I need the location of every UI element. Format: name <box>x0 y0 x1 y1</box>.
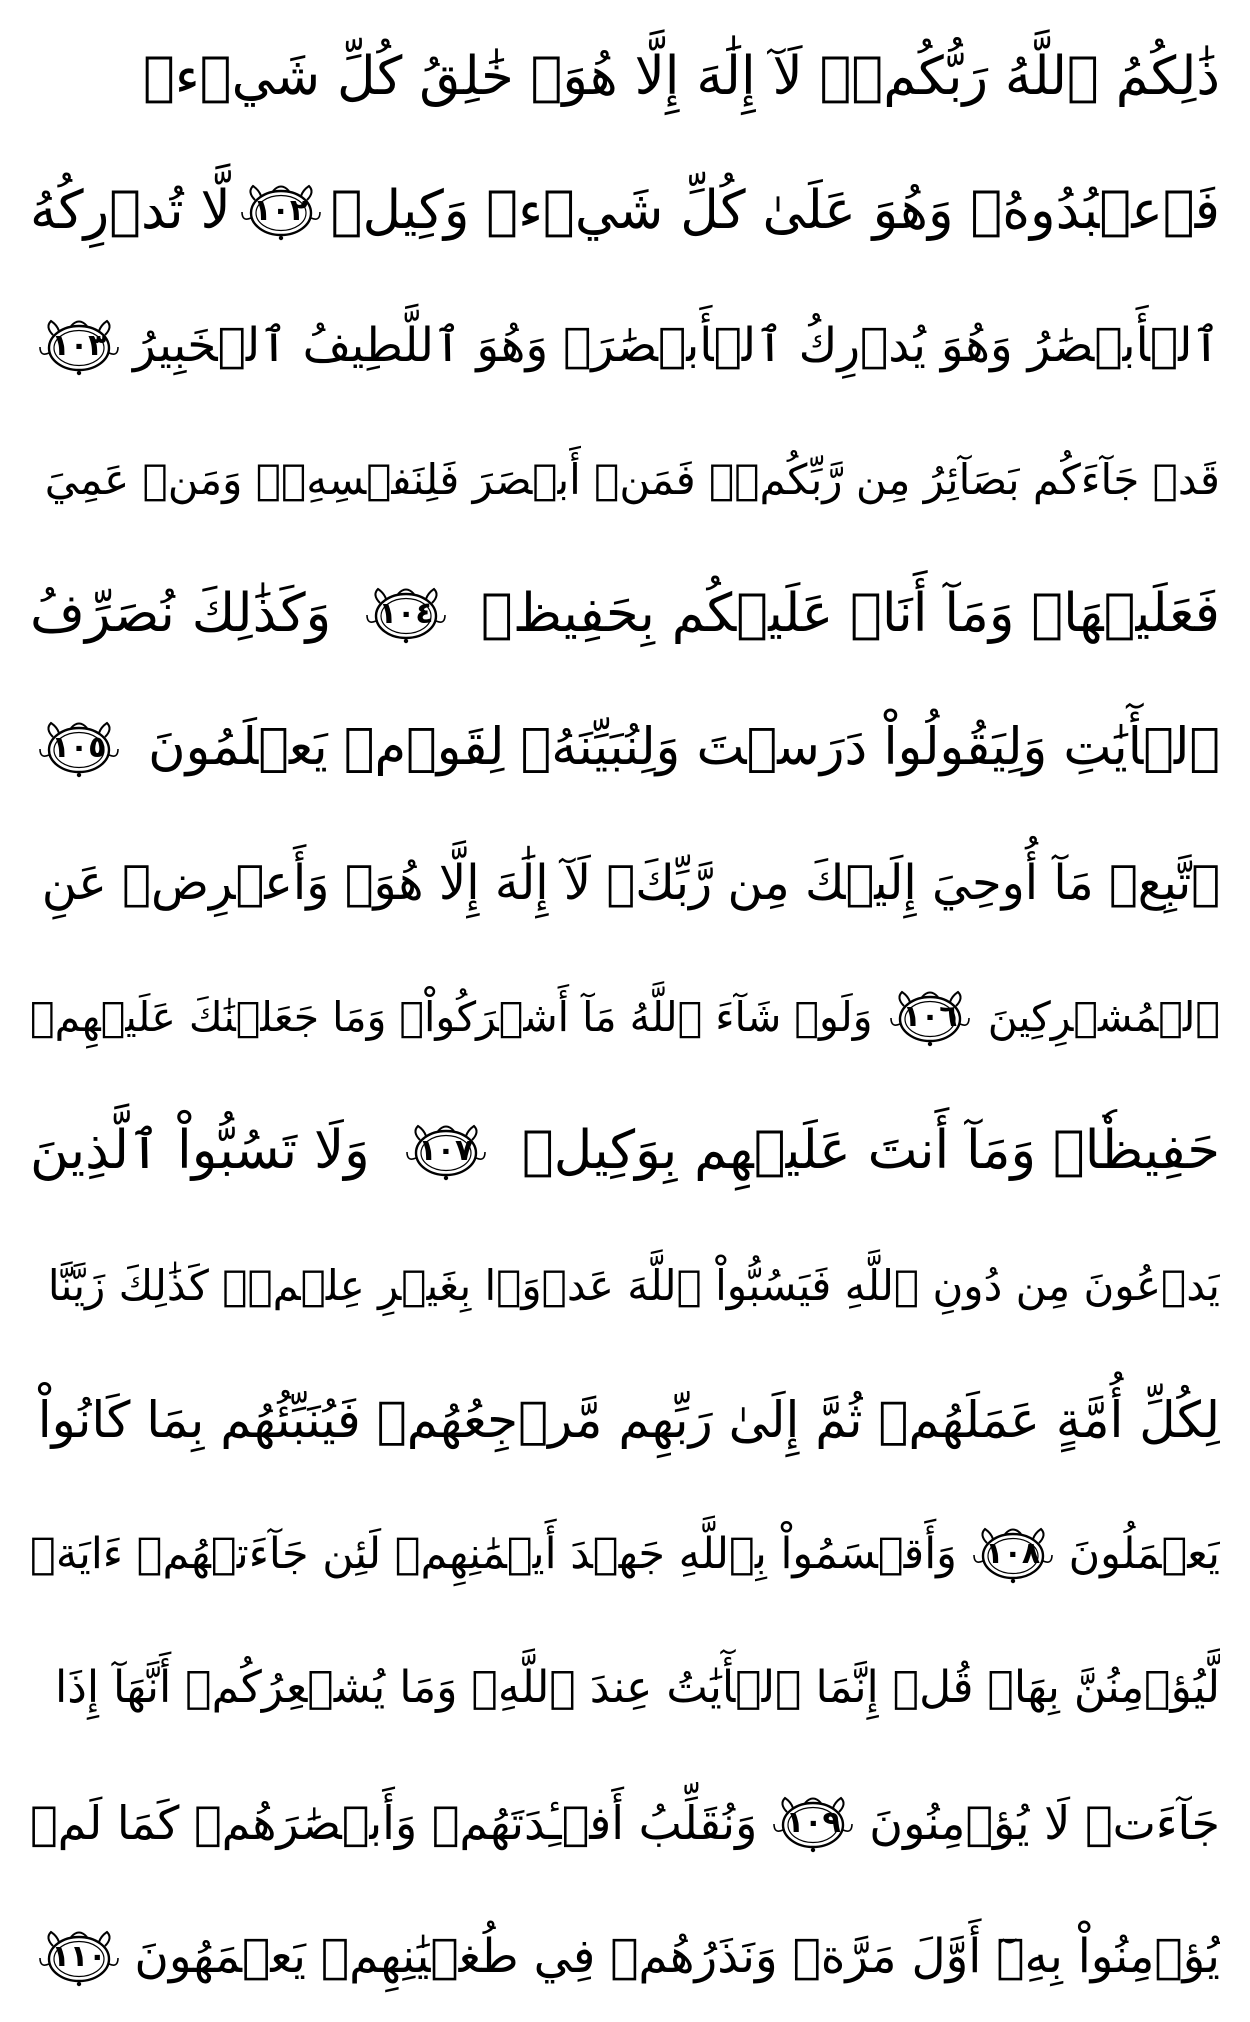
mushaf-line <box>30 559 1220 669</box>
mushaf-line <box>30 156 1220 266</box>
mushaf-line <box>30 962 1220 1072</box>
verse-text: لَّا تُدۡرِكُهُ <box>30 180 231 242</box>
ayah-number: ١٠٤ <box>378 596 434 632</box>
mushaf-line <box>30 1096 1220 1206</box>
verse-text: ٱلۡأَبۡصَٰرُ وَهُوَ يُدۡرِكُ ٱلۡأَبۡصَٰرَۖ وَهُوَ ٱللَّطِيفُ ٱلۡخَبِيرُ <box>133 317 1220 373</box>
verse-text: ٱلۡمُشۡرِكِينَ <box>987 992 1220 1041</box>
verse-text: يَدۡعُونَ مِن دُونِ ٱللَّهِ فَيَسُبُّواْ ٱللَّهَ عَدۡوَۢا بِغَيۡرِ عِلۡمٖۗ كَذَٰلِكَ زَيَّنَّا <box>47 1260 1220 1310</box>
ayah-number-marker <box>363 583 449 645</box>
ayah-number-marker <box>36 315 122 377</box>
ayah-number-marker <box>36 1926 122 1988</box>
verse-text: وَكَذَٰلِكَ نُصَرِّفُ <box>30 583 332 645</box>
ayah-number-marker <box>770 1792 856 1854</box>
mushaf-line <box>30 1365 1220 1475</box>
ayah-number: ١٠٢ <box>253 193 309 229</box>
verse-text: وَأَقۡسَمُواْ بِٱللَّهِ جَهۡدَ أَيۡمَٰنِهِمۡ لَئِن جَآءَتۡهُمۡ ءَايَةٞ <box>30 1529 957 1580</box>
verse-text: وَنُقَلِّبُ أَفۡـِٔدَتَهُمۡ وَأَبۡصَٰرَهُمۡ كَمَا لَمۡ <box>30 1795 758 1850</box>
mushaf-line <box>30 1633 1220 1743</box>
verse-text: لَّيُؤۡمِنُنَّ بِهَاۚ قُلۡ إِنَّمَا ٱلۡأٓيَٰتُ عِندَ ٱللَّهِۖ وَمَا يُشۡعِرُكُمۡ أَنَّهَآ إِذَا <box>55 1662 1220 1714</box>
ayah-number-marker <box>970 1523 1056 1585</box>
ayah-number-marker <box>238 180 324 242</box>
verse-text: وَلَوۡ شَآءَ ٱللَّهُ مَآ أَشۡرَكُواْۗ وَمَا جَعَلۡنَٰكَ عَلَيۡهِمۡ <box>30 992 873 1041</box>
mushaf-line <box>30 1499 1220 1609</box>
verse-text: يُؤۡمِنُواْ بِهِۦٓ أَوَّلَ مَرَّةٖ وَنَذَرُهُمۡ فِي طُغۡيَٰنِهِمۡ يَعۡمَهُونَ <box>134 1928 1220 1984</box>
verse-text: حَفِيظٗاۖ وَمَآ أَنتَ عَلَيۡهِم بِوَكِيلٖ <box>521 1120 1220 1182</box>
mushaf-line <box>30 291 1220 401</box>
mushaf-line <box>30 22 1220 132</box>
verse-text: ذَٰلِكُمُ ٱللَّهُ رَبُّكُمۡۖ لَآ إِلَٰهَ إِلَّا هُوَۖ خَٰلِقُ كُلِّ شَيۡءٖ <box>143 46 1220 107</box>
ayah-number: ١٠٧ <box>418 1133 474 1169</box>
verse-text: فَعَلَيۡهَاۚ وَمَآ أَنَا۠ عَلَيۡكُم بِحَفِيظٖ <box>481 583 1220 645</box>
ayah-number: ١١٠ <box>51 1938 107 1974</box>
verse-text: لِكُلِّ أُمَّةٍ عَمَلَهُمۡ ثُمَّ إِلَىٰ رَبِّهِم مَّرۡجِعُهُمۡ فَيُنَبِّئُهُم بِمَا كَانُواْ <box>37 1390 1220 1449</box>
mushaf-line <box>30 828 1220 938</box>
ayah-number: ١٠٩ <box>785 1804 841 1840</box>
ayah-number-marker <box>887 986 973 1048</box>
ayah-number: ١٠٥ <box>51 730 107 766</box>
verse-text: يَعۡمَلُونَ <box>1068 1529 1220 1580</box>
verse-text: فَٱعۡبُدُوهُۚ وَهُوَ عَلَىٰ كُلِّ شَيۡءٖ وَكِيلٞ <box>330 180 1220 242</box>
ayah-number: ١٠٣ <box>51 327 107 363</box>
verse-text: ٱلۡأٓيَٰتِ وَلِيَقُولُواْ دَرَسۡتَ وَلِنُبَيِّنَهُۥ لِقَوۡمٖ يَعۡلَمُونَ <box>148 718 1220 778</box>
mushaf-line <box>30 425 1220 535</box>
ayah-number-marker <box>36 717 122 779</box>
ayah-number: ١٠٨ <box>985 1536 1041 1572</box>
mushaf-line <box>30 1231 1220 1341</box>
ayah-number: ١٠٦ <box>902 998 958 1034</box>
verse-text: جَآءَتۡ لَا يُؤۡمِنُونَ <box>869 1795 1220 1850</box>
verse-text: وَلَا تَسُبُّواْ ٱلَّذِينَ <box>30 1120 370 1182</box>
verse-text: قَدۡ جَآءَكُم بَصَآئِرُ مِن رَّبِّكُمۡۖ فَمَنۡ أَبۡصَرَ فَلِنَفۡسِهِۦۖ وَمَنۡ عَمِيَ <box>44 454 1220 504</box>
ayah-number-marker <box>403 1120 489 1182</box>
quran-text-block <box>30 22 1220 2012</box>
mushaf-line <box>30 693 1220 803</box>
mushaf-line <box>30 1768 1220 1878</box>
verse-text: ٱتَّبِعۡ مَآ أُوحِيَ إِلَيۡكَ مِن رَّبِّكَۖ لَآ إِلَٰهَ إِلَّا هُوَۖ وَأَعۡرِضۡ عَنِ <box>41 854 1220 911</box>
mushaf-line <box>30 1902 1220 2012</box>
